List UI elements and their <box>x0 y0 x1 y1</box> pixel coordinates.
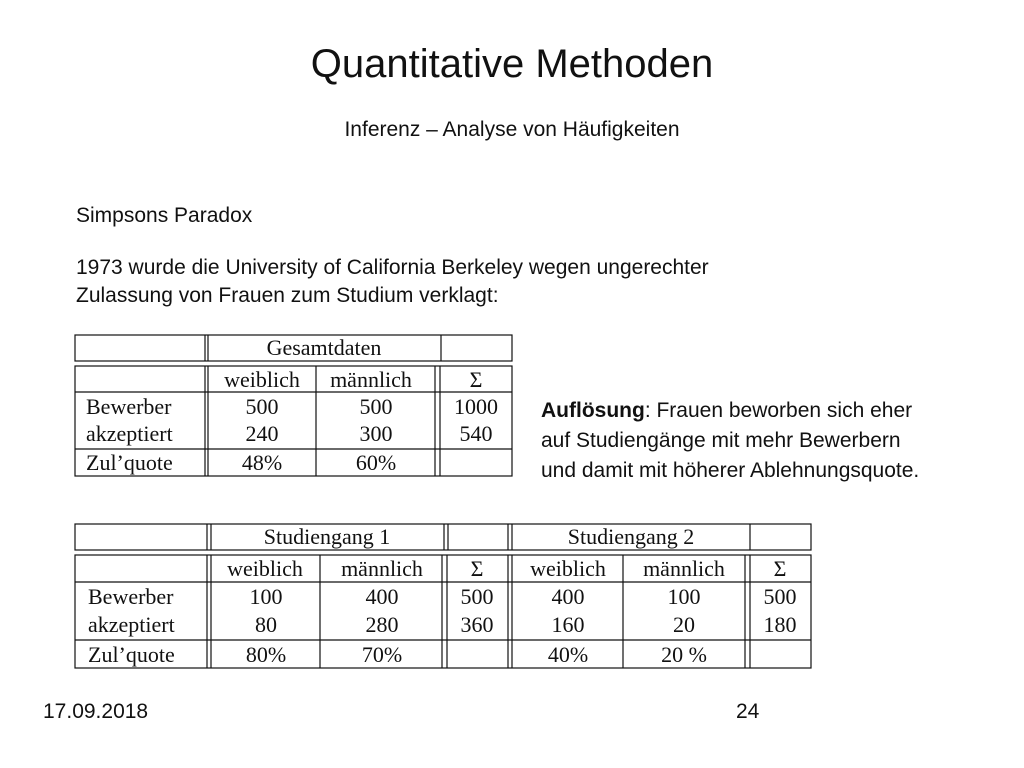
total-col-male: männlich <box>330 367 412 392</box>
resolution-line-3: und damit mit höherer Ablehnungsquote. <box>541 459 920 482</box>
split-cell: 70% <box>361 642 403 667</box>
section-heading: Simpsons Paradox <box>76 204 253 227</box>
total-row-label: akzeptiert <box>86 421 173 446</box>
total-cell: 240 <box>245 421 279 446</box>
split-cell: 100 <box>667 584 701 609</box>
resolution-text <box>541 396 1011 486</box>
resolution-label: Auflösung <box>541 399 645 422</box>
split-cell: 40% <box>547 642 589 667</box>
split-caption-2: Studiengang 2 <box>567 524 695 549</box>
split-col-header: weiblich <box>530 556 606 581</box>
total-cell: 1000 <box>454 394 498 419</box>
split-col-header: männlich <box>643 556 725 581</box>
total-cell: 500 <box>245 394 279 419</box>
total-cell: 60% <box>355 450 397 475</box>
total-col-female: weiblich <box>224 367 300 392</box>
split-cell: 400 <box>365 584 399 609</box>
split-cell: 100 <box>249 584 283 609</box>
split-col-header: männlich <box>341 556 423 581</box>
resolution-line-1-text: : Frauen beworben sich eher <box>644 399 913 422</box>
split-cell: 360 <box>460 612 494 637</box>
split-cell: 180 <box>763 612 797 637</box>
split-cell: 400 <box>551 584 585 609</box>
page-number: 24 <box>736 700 760 723</box>
split-col-header: Σ <box>470 556 484 581</box>
intro-line-1: 1973 wurde die University of California Berkeley wegen ungerechter <box>76 256 709 279</box>
resolution-line-2: auf Studiengänge mit mehr Bewerbern <box>541 429 901 452</box>
split-cell: 80% <box>245 642 287 667</box>
split-cell: 20 % <box>661 642 707 667</box>
total-cell: 540 <box>459 421 493 446</box>
split-cell: 160 <box>551 612 585 637</box>
slide-title: Quantitative Methoden <box>310 42 714 86</box>
split-row-label: Bewerber <box>88 584 174 609</box>
split-row-label: akzeptiert <box>88 612 175 637</box>
split-cell: 280 <box>365 612 399 637</box>
total-cell: 500 <box>359 394 393 419</box>
total-caption: Gesamtdaten <box>266 335 382 360</box>
split-row-label: Zul’quote <box>88 642 175 667</box>
split-col-header: Σ <box>773 556 787 581</box>
total-cell: 48% <box>241 450 283 475</box>
split-cell: 500 <box>763 584 797 609</box>
split-cell: 500 <box>460 584 494 609</box>
split-caption-1: Studiengang 1 <box>263 524 391 549</box>
footer-date: 17.09.2018 <box>43 700 149 723</box>
split-cell: 80 <box>255 612 277 637</box>
total-col-sum: Σ <box>469 367 483 392</box>
total-cell: 300 <box>359 421 393 446</box>
split-col-header: weiblich <box>227 556 303 581</box>
total-row-label: Zul’quote <box>86 450 173 475</box>
total-row-label: Bewerber <box>86 394 172 419</box>
resolution-line-1 <box>541 396 1011 426</box>
slide-subtitle: Inferenz – Analyse von Häufigkeiten <box>344 118 680 141</box>
intro-line-2: Zulassung von Frauen zum Studium verklagt: <box>76 284 499 307</box>
split-cell: 20 <box>673 612 695 637</box>
